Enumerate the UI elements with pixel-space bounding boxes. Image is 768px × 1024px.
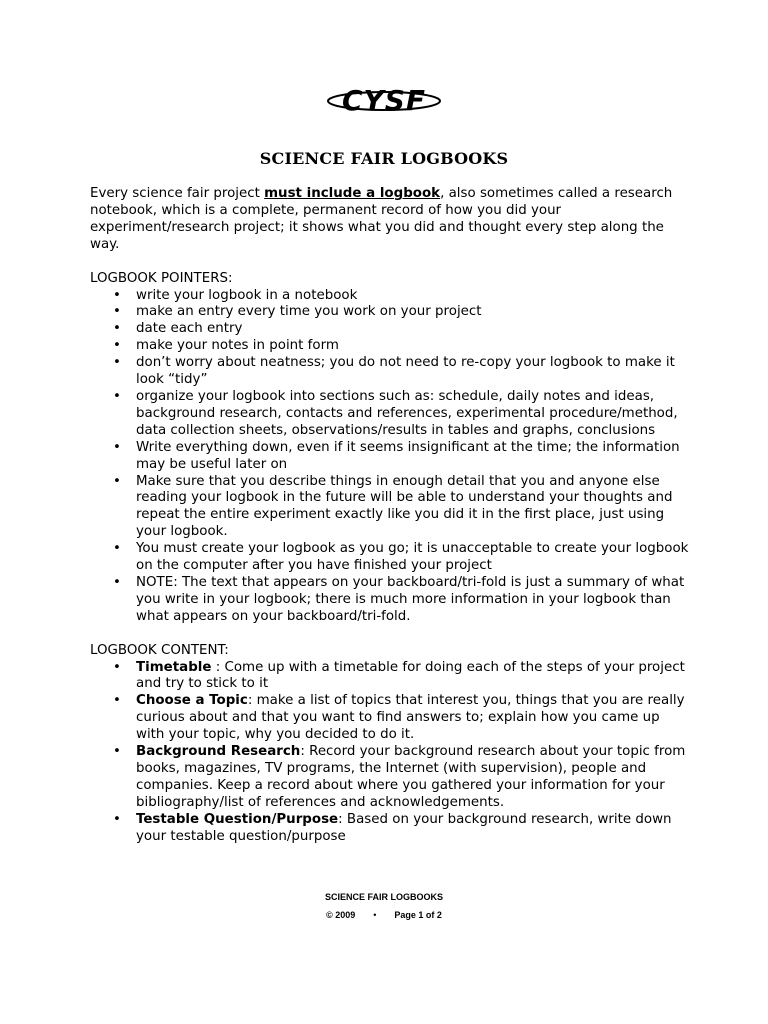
footer-title: SCIENCE FAIR LOGBOOKS bbox=[324, 892, 443, 902]
bullet-icon: • bbox=[113, 388, 121, 404]
pointer-item bbox=[90, 321, 690, 338]
bullet-icon: • bbox=[113, 744, 121, 760]
pointer-item bbox=[90, 304, 690, 321]
content-item bbox=[90, 812, 690, 846]
intro-text-before: Every science fair project bbox=[90, 186, 265, 201]
intro-paragraph bbox=[90, 186, 690, 254]
pointer-text: date each entry bbox=[136, 321, 243, 337]
content-term: Choose a Topic bbox=[136, 693, 248, 709]
bullet-icon: • bbox=[113, 811, 121, 827]
content-term: Background Research bbox=[136, 744, 301, 760]
pointer-item bbox=[90, 541, 690, 575]
logo-lettering: CYSF bbox=[341, 84, 427, 117]
footer-separator: • bbox=[373, 910, 377, 920]
footer-copyright: © 2009 bbox=[326, 910, 356, 920]
pointer-text: make an entry every time you work on your project bbox=[136, 304, 482, 320]
bullet-icon: • bbox=[113, 659, 121, 675]
pointer-text: organize your logbook into sections such as: schedule, daily notes and ideas, background research, contacts and references, experimental procedure/method, data collection sheets, observations/results in tables and graphs, conclusions bbox=[136, 388, 678, 438]
pointer-text: Write everything down, even if it seems insignificant at the time; the information may be useful later on bbox=[136, 439, 680, 472]
content-item bbox=[90, 744, 690, 812]
content-list bbox=[90, 660, 690, 846]
pointer-item bbox=[90, 474, 690, 542]
bullet-icon: • bbox=[113, 693, 121, 709]
content-heading-colon: : bbox=[224, 642, 229, 658]
content-text: : Record your background research about your topic from books, magazines, TV programs, the Internet (with supervision), people and companies. Keep a record about where you gathered your information for your bibliography/list of references and acknowledgements. bbox=[136, 744, 686, 810]
pointer-text: write your logbook in a notebook bbox=[136, 287, 358, 303]
pointers-heading bbox=[90, 271, 690, 288]
pointer-item bbox=[90, 355, 690, 389]
bullet-icon: • bbox=[113, 541, 121, 557]
pointer-item bbox=[90, 288, 690, 305]
cysf-logo bbox=[326, 86, 442, 116]
content-heading-label: LOGBOOK CONTENT bbox=[90, 642, 225, 658]
bullet-icon: • bbox=[113, 287, 121, 303]
content-item bbox=[90, 693, 690, 744]
content-item bbox=[90, 660, 690, 694]
content-text: : Based on your background research, write down your testable question/purpose bbox=[136, 811, 672, 844]
pointer-item bbox=[90, 389, 690, 440]
bullet-icon: • bbox=[113, 473, 121, 489]
bullet-icon: • bbox=[113, 338, 121, 354]
intro-emphasis: must include a logbook bbox=[264, 186, 441, 201]
bullet-icon: • bbox=[113, 321, 121, 337]
footer-page-number: Page 1 of 2 bbox=[394, 910, 442, 920]
pointer-text: You must create your logbook as you go; it is unacceptable to create your logbook on the computer after you have finished your project bbox=[136, 541, 689, 574]
bullet-icon: • bbox=[113, 304, 121, 320]
pointer-item bbox=[90, 575, 690, 626]
content-term: Testable Question/Purpose bbox=[136, 811, 339, 827]
bullet-icon: • bbox=[113, 355, 121, 371]
pointers-list bbox=[90, 288, 690, 626]
content-heading bbox=[90, 643, 690, 660]
content-text: : make a list of topics that interest you, things that you are really curious about and that you want to find answers to; explain how you came up with your topic, why you decided to do it. bbox=[136, 693, 685, 743]
pointers-heading-colon: : bbox=[228, 270, 233, 286]
pointer-text: NOTE: The text that appears on your backboard/tri-fold is just a summary of what you write in your logbook; there is much more information in your logbook than what appears on your backboard/tri-fold. bbox=[136, 574, 685, 624]
pointer-text: Make sure that you describe things in enough detail that you and anyone else reading your logbook in the future will be able to understand your thoughts and repeat the entire experiment exactly like you did it in the first place, just using your logbook. bbox=[136, 473, 673, 540]
content-text: : Come up with a timetable for doing each of the steps of your project and try to stick to it bbox=[136, 659, 685, 692]
document-body bbox=[90, 186, 690, 846]
intro-text-after: , also sometimes called a research notebook, which is a complete, permanent record of how you did your experiment/research project; it shows what you did and thought every step along the way. bbox=[90, 186, 673, 252]
content-term: Timetable bbox=[136, 659, 212, 675]
pointer-text: make your notes in point form bbox=[136, 338, 339, 354]
page-title: SCIENCE FAIR LOGBOOKS bbox=[259, 149, 509, 168]
pointer-text: don’t worry about neatness; you do not need to re-copy your logbook to make it look “tidy” bbox=[136, 355, 675, 388]
pointer-item bbox=[90, 338, 690, 355]
pointers-heading-label: LOGBOOK POINTERS bbox=[90, 270, 228, 286]
bullet-icon: • bbox=[113, 439, 121, 455]
footer-info bbox=[0, 910, 768, 920]
bullet-icon: • bbox=[113, 574, 121, 590]
pointer-item bbox=[90, 440, 690, 474]
